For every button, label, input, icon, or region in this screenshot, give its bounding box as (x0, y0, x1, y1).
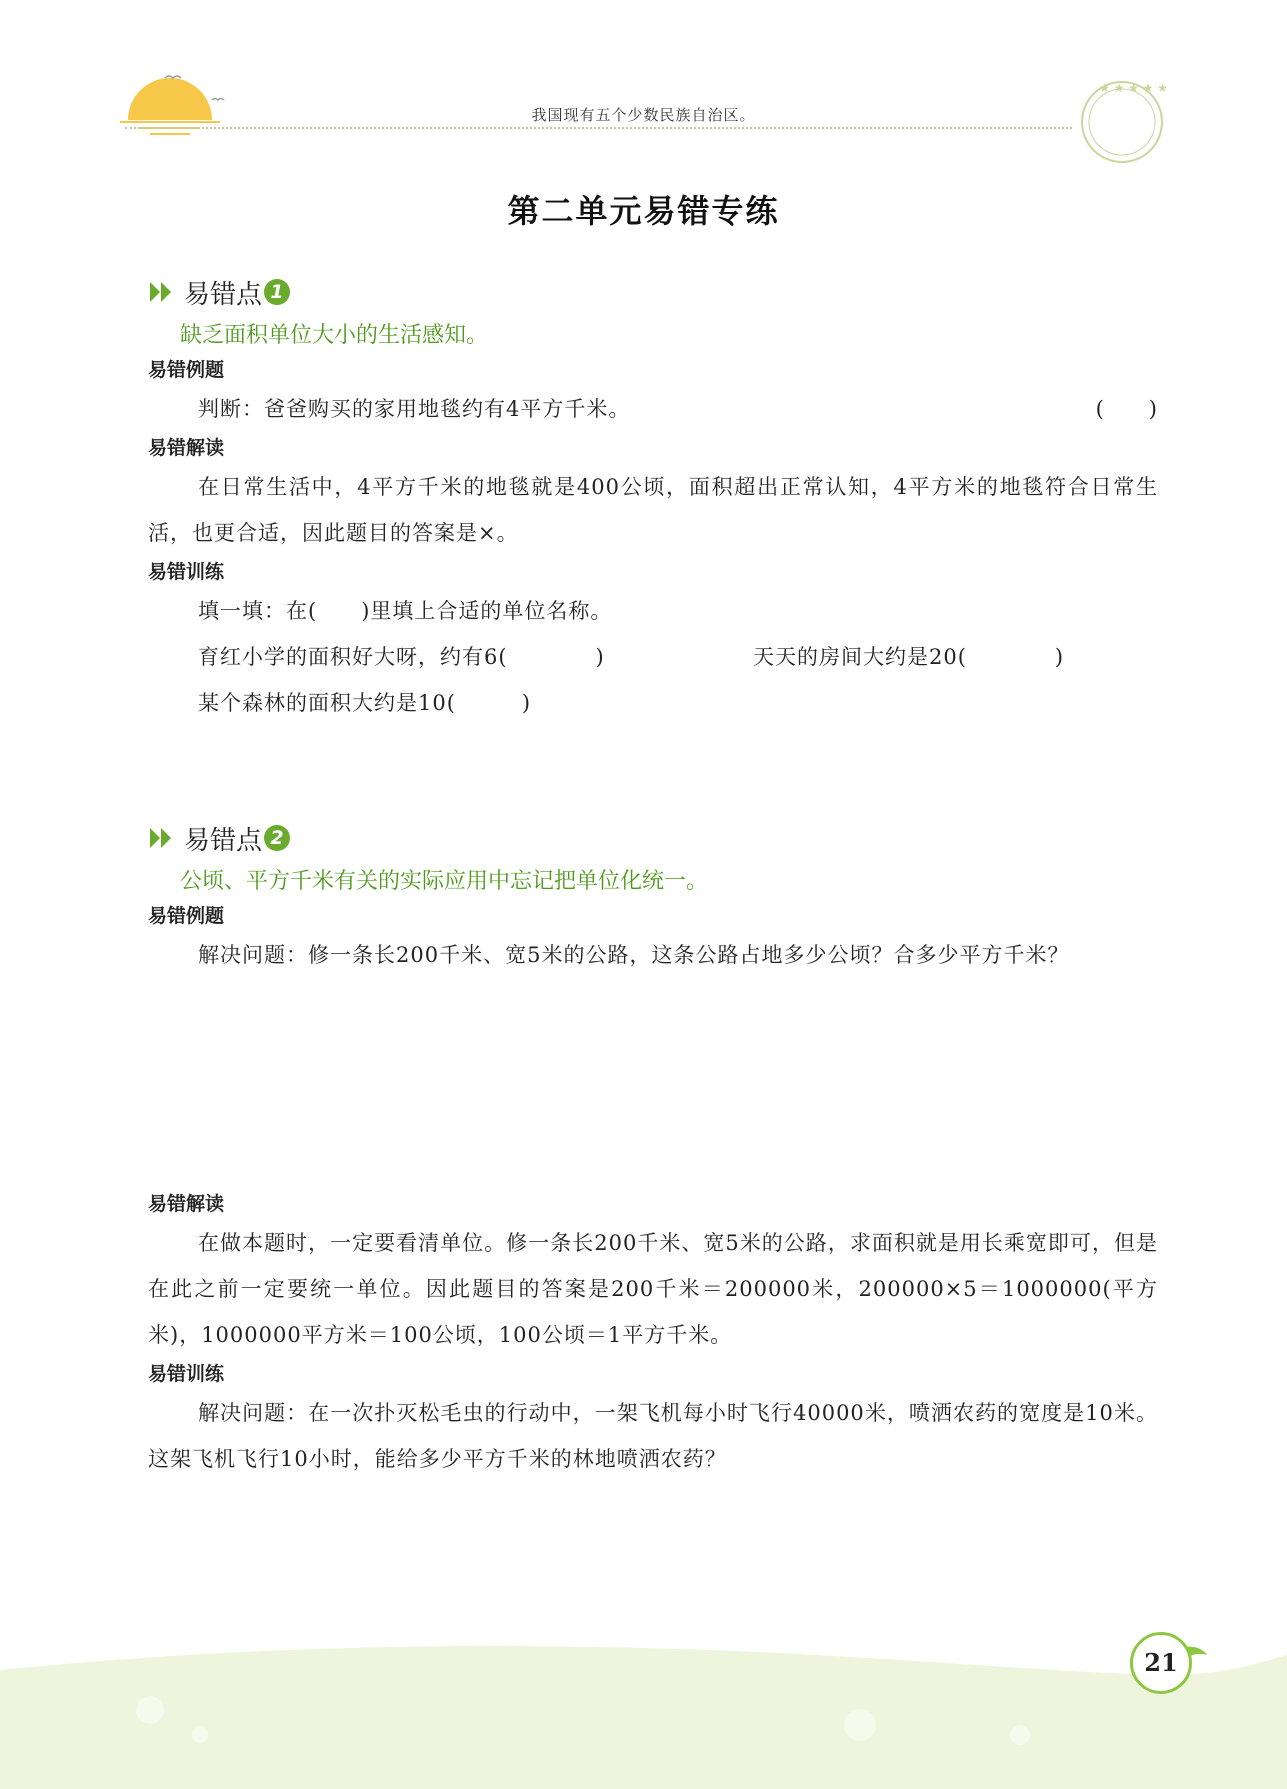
example-label: 易错例题 (148, 359, 225, 381)
point-heading (148, 818, 1158, 858)
train-item-1[interactable]: 育红小学的面积好大呀，约有6( ) (198, 645, 605, 669)
train-row (148, 634, 1158, 680)
explain-text: 在日常生活中，4平方千米的地毯就是400公顷，面积超出正常认知，4平方米的地毯符合日常生活，也更合适，因此题目的答案是×。 (148, 475, 1158, 545)
train-intro: 填一填：在( )里填上合适的单位名称。 (198, 599, 613, 623)
point-title: 易错点 (184, 279, 263, 310)
header-divider (125, 127, 1072, 129)
point-description: 公顷、平方千米有关的实际应用中忘记把单位化统一。 (180, 869, 709, 894)
example-label: 易错例题 (148, 905, 225, 927)
footer-wave (0, 1640, 1287, 1789)
example-question (148, 386, 1158, 432)
double-chevron-icon (148, 279, 176, 305)
train-item-3[interactable]: 某个森林的面积大约是10( ) (198, 691, 532, 715)
example-text: 判断：爸爸购买的家用地毯约有4平方千米。 (198, 397, 631, 421)
explain-text: 在做本题时，一定要看清单位。修一条长200千米、宽5米的公路，求面积就是用长乘宽即可，但是在此之前一定要统一单位。因此题目的答案是200千米＝200000米，200000×5＝1000000(平方米)，1000000平方米＝100公顷，100公顷＝1平方千米。 (148, 1231, 1158, 1347)
explain-label: 易错解读 (148, 1193, 225, 1215)
error-point-2 (148, 818, 1158, 978)
error-point-2-continued (148, 1188, 1158, 1482)
brand-logo-icon (1075, 72, 1169, 166)
example-question: 解决问题：修一条长200千米、宽5米的公路，这条公路占地多少公顷？合多少平方千米？ (198, 943, 1070, 967)
page-number: 21 (1130, 1632, 1192, 1694)
point-title: 易错点 (184, 825, 263, 856)
page-title: 第二单元易错专练 (507, 192, 780, 230)
answer-bracket[interactable]: ( ) (1095, 397, 1158, 421)
train-label: 易错训练 (148, 1363, 225, 1385)
explain-label: 易错解读 (148, 437, 225, 459)
train-label: 易错训练 (148, 561, 225, 583)
error-point-1 (148, 272, 1158, 726)
point-number-badge: 1 (264, 279, 290, 305)
svg-text:★ ★ ★ ★ ★: ★ ★ ★ ★ ★ (1099, 81, 1169, 95)
point-number-badge: 2 (264, 825, 290, 851)
point-heading (148, 272, 1158, 312)
point-description: 缺乏面积单位大小的生活感知。 (180, 323, 489, 348)
header-tip: 我国现有五个少数民族自治区。 (531, 106, 756, 124)
train-item-2[interactable]: 天天的房间大约是20( ) (753, 645, 1065, 669)
train-text: 解决问题：在一次扑灭松毛虫的行动中，一架飞机每小时飞行40000米，喷洒农药的宽度是10米。这架飞机飞行10小时，能给多少平方千米的林地喷洒农药？ (148, 1401, 1158, 1471)
double-chevron-icon (148, 825, 176, 851)
